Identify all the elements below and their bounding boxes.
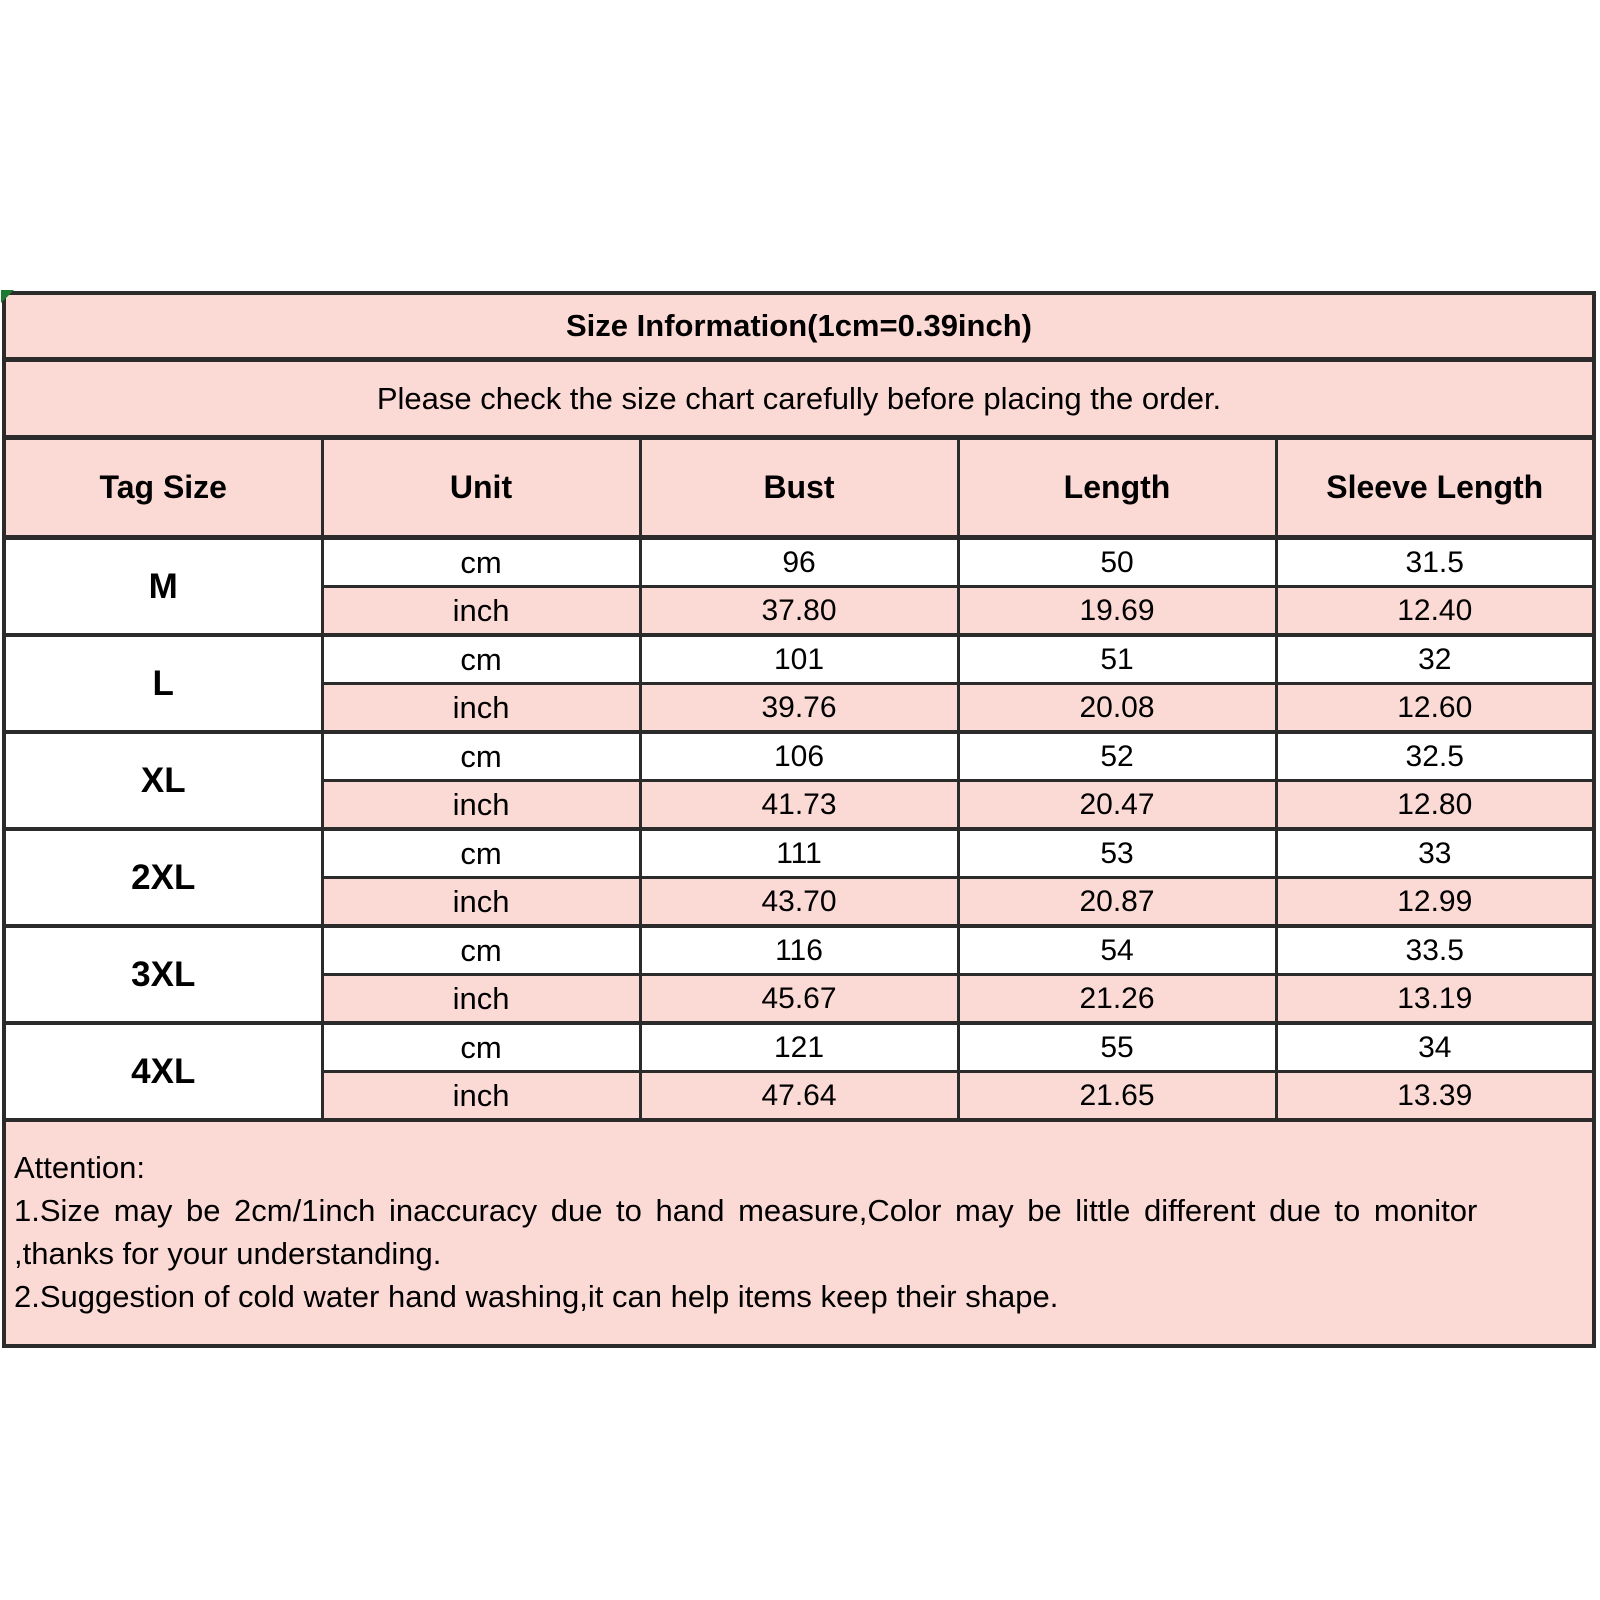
unit-label: cm bbox=[322, 538, 640, 587]
attention-line: 1.Size may be 2cm/1inch inaccuracy due to hand measure,Color may be little different due to monitor bbox=[14, 1193, 1478, 1228]
length-value: 55 bbox=[958, 1023, 1276, 1072]
length-value: 20.08 bbox=[958, 684, 1276, 733]
subtitle-row bbox=[4, 360, 1594, 438]
attention-note bbox=[4, 1120, 1594, 1346]
unit-label: inch bbox=[322, 1072, 640, 1121]
length-value: 19.69 bbox=[958, 587, 1276, 636]
length-value: 53 bbox=[958, 829, 1276, 878]
unit-label: inch bbox=[322, 684, 640, 733]
size-row-xl-cm bbox=[4, 732, 1594, 781]
length-value: 20.47 bbox=[958, 781, 1276, 830]
col-header-bust: Bust bbox=[640, 438, 958, 538]
unit-label: inch bbox=[322, 781, 640, 830]
bust-value: 96 bbox=[640, 538, 958, 587]
sleeve-length-value: 31.5 bbox=[1276, 538, 1594, 587]
size-row-3xl-cm bbox=[4, 926, 1594, 975]
bust-value: 116 bbox=[640, 926, 958, 975]
size-row-4xl-cm bbox=[4, 1023, 1594, 1072]
size-row-m-cm bbox=[4, 538, 1594, 587]
unit-label: cm bbox=[322, 1023, 640, 1072]
length-value: 50 bbox=[958, 538, 1276, 587]
sleeve-length-value: 32 bbox=[1276, 635, 1594, 684]
size-tag-xl: XL bbox=[4, 732, 322, 829]
table-title: Size Information(1cm=0.39inch) bbox=[4, 293, 1594, 360]
size-tag-l: L bbox=[4, 635, 322, 732]
size-row-l-cm bbox=[4, 635, 1594, 684]
title-row bbox=[4, 293, 1594, 360]
col-header-unit: Unit bbox=[322, 438, 640, 538]
bust-value: 121 bbox=[640, 1023, 958, 1072]
size-tag-2xl: 2XL bbox=[4, 829, 322, 926]
sleeve-length-value: 12.80 bbox=[1276, 781, 1594, 830]
size-tag-4xl: 4XL bbox=[4, 1023, 322, 1120]
attention-line: ,thanks for your understanding. bbox=[14, 1236, 442, 1271]
unit-label: cm bbox=[322, 926, 640, 975]
bust-value: 111 bbox=[640, 829, 958, 878]
unit-label: inch bbox=[322, 587, 640, 636]
length-value: 20.87 bbox=[958, 878, 1276, 927]
bust-value: 101 bbox=[640, 635, 958, 684]
attention-heading: Attention: bbox=[14, 1150, 145, 1185]
bust-value: 45.67 bbox=[640, 975, 958, 1024]
sleeve-length-value: 32.5 bbox=[1276, 732, 1594, 781]
column-header-row bbox=[4, 438, 1594, 538]
bust-value: 47.64 bbox=[640, 1072, 958, 1121]
col-header-tag-size: Tag Size bbox=[4, 438, 322, 538]
size-chart-table bbox=[2, 291, 1596, 1348]
sleeve-length-value: 12.40 bbox=[1276, 587, 1594, 636]
sleeve-length-value: 13.19 bbox=[1276, 975, 1594, 1024]
sleeve-length-value: 34 bbox=[1276, 1023, 1594, 1072]
length-value: 54 bbox=[958, 926, 1276, 975]
size-tag-m: M bbox=[4, 538, 322, 636]
sleeve-length-value: 12.60 bbox=[1276, 684, 1594, 733]
length-value: 21.65 bbox=[958, 1072, 1276, 1121]
table-subtitle: Please check the size chart carefully before placing the order. bbox=[4, 360, 1594, 438]
sleeve-length-value: 33 bbox=[1276, 829, 1594, 878]
attention-line: 2.Suggestion of cold water hand washing,it can help items keep their shape. bbox=[14, 1279, 1059, 1314]
bust-value: 39.76 bbox=[640, 684, 958, 733]
bust-value: 106 bbox=[640, 732, 958, 781]
green-corner-marker-icon bbox=[1, 290, 14, 303]
col-header-length: Length bbox=[958, 438, 1276, 538]
bust-value: 37.80 bbox=[640, 587, 958, 636]
unit-label: inch bbox=[322, 878, 640, 927]
unit-label: cm bbox=[322, 635, 640, 684]
col-header-sleeve-length: Sleeve Length bbox=[1276, 438, 1594, 538]
bust-value: 41.73 bbox=[640, 781, 958, 830]
sleeve-length-value: 33.5 bbox=[1276, 926, 1594, 975]
unit-label: cm bbox=[322, 829, 640, 878]
sleeve-length-value: 12.99 bbox=[1276, 878, 1594, 927]
length-value: 21.26 bbox=[958, 975, 1276, 1024]
size-tag-3xl: 3XL bbox=[4, 926, 322, 1023]
unit-label: cm bbox=[322, 732, 640, 781]
attention-note-row bbox=[4, 1120, 1594, 1346]
length-value: 51 bbox=[958, 635, 1276, 684]
size-row-2xl-cm bbox=[4, 829, 1594, 878]
bust-value: 43.70 bbox=[640, 878, 958, 927]
unit-label: inch bbox=[322, 975, 640, 1024]
length-value: 52 bbox=[958, 732, 1276, 781]
sleeve-length-value: 13.39 bbox=[1276, 1072, 1594, 1121]
